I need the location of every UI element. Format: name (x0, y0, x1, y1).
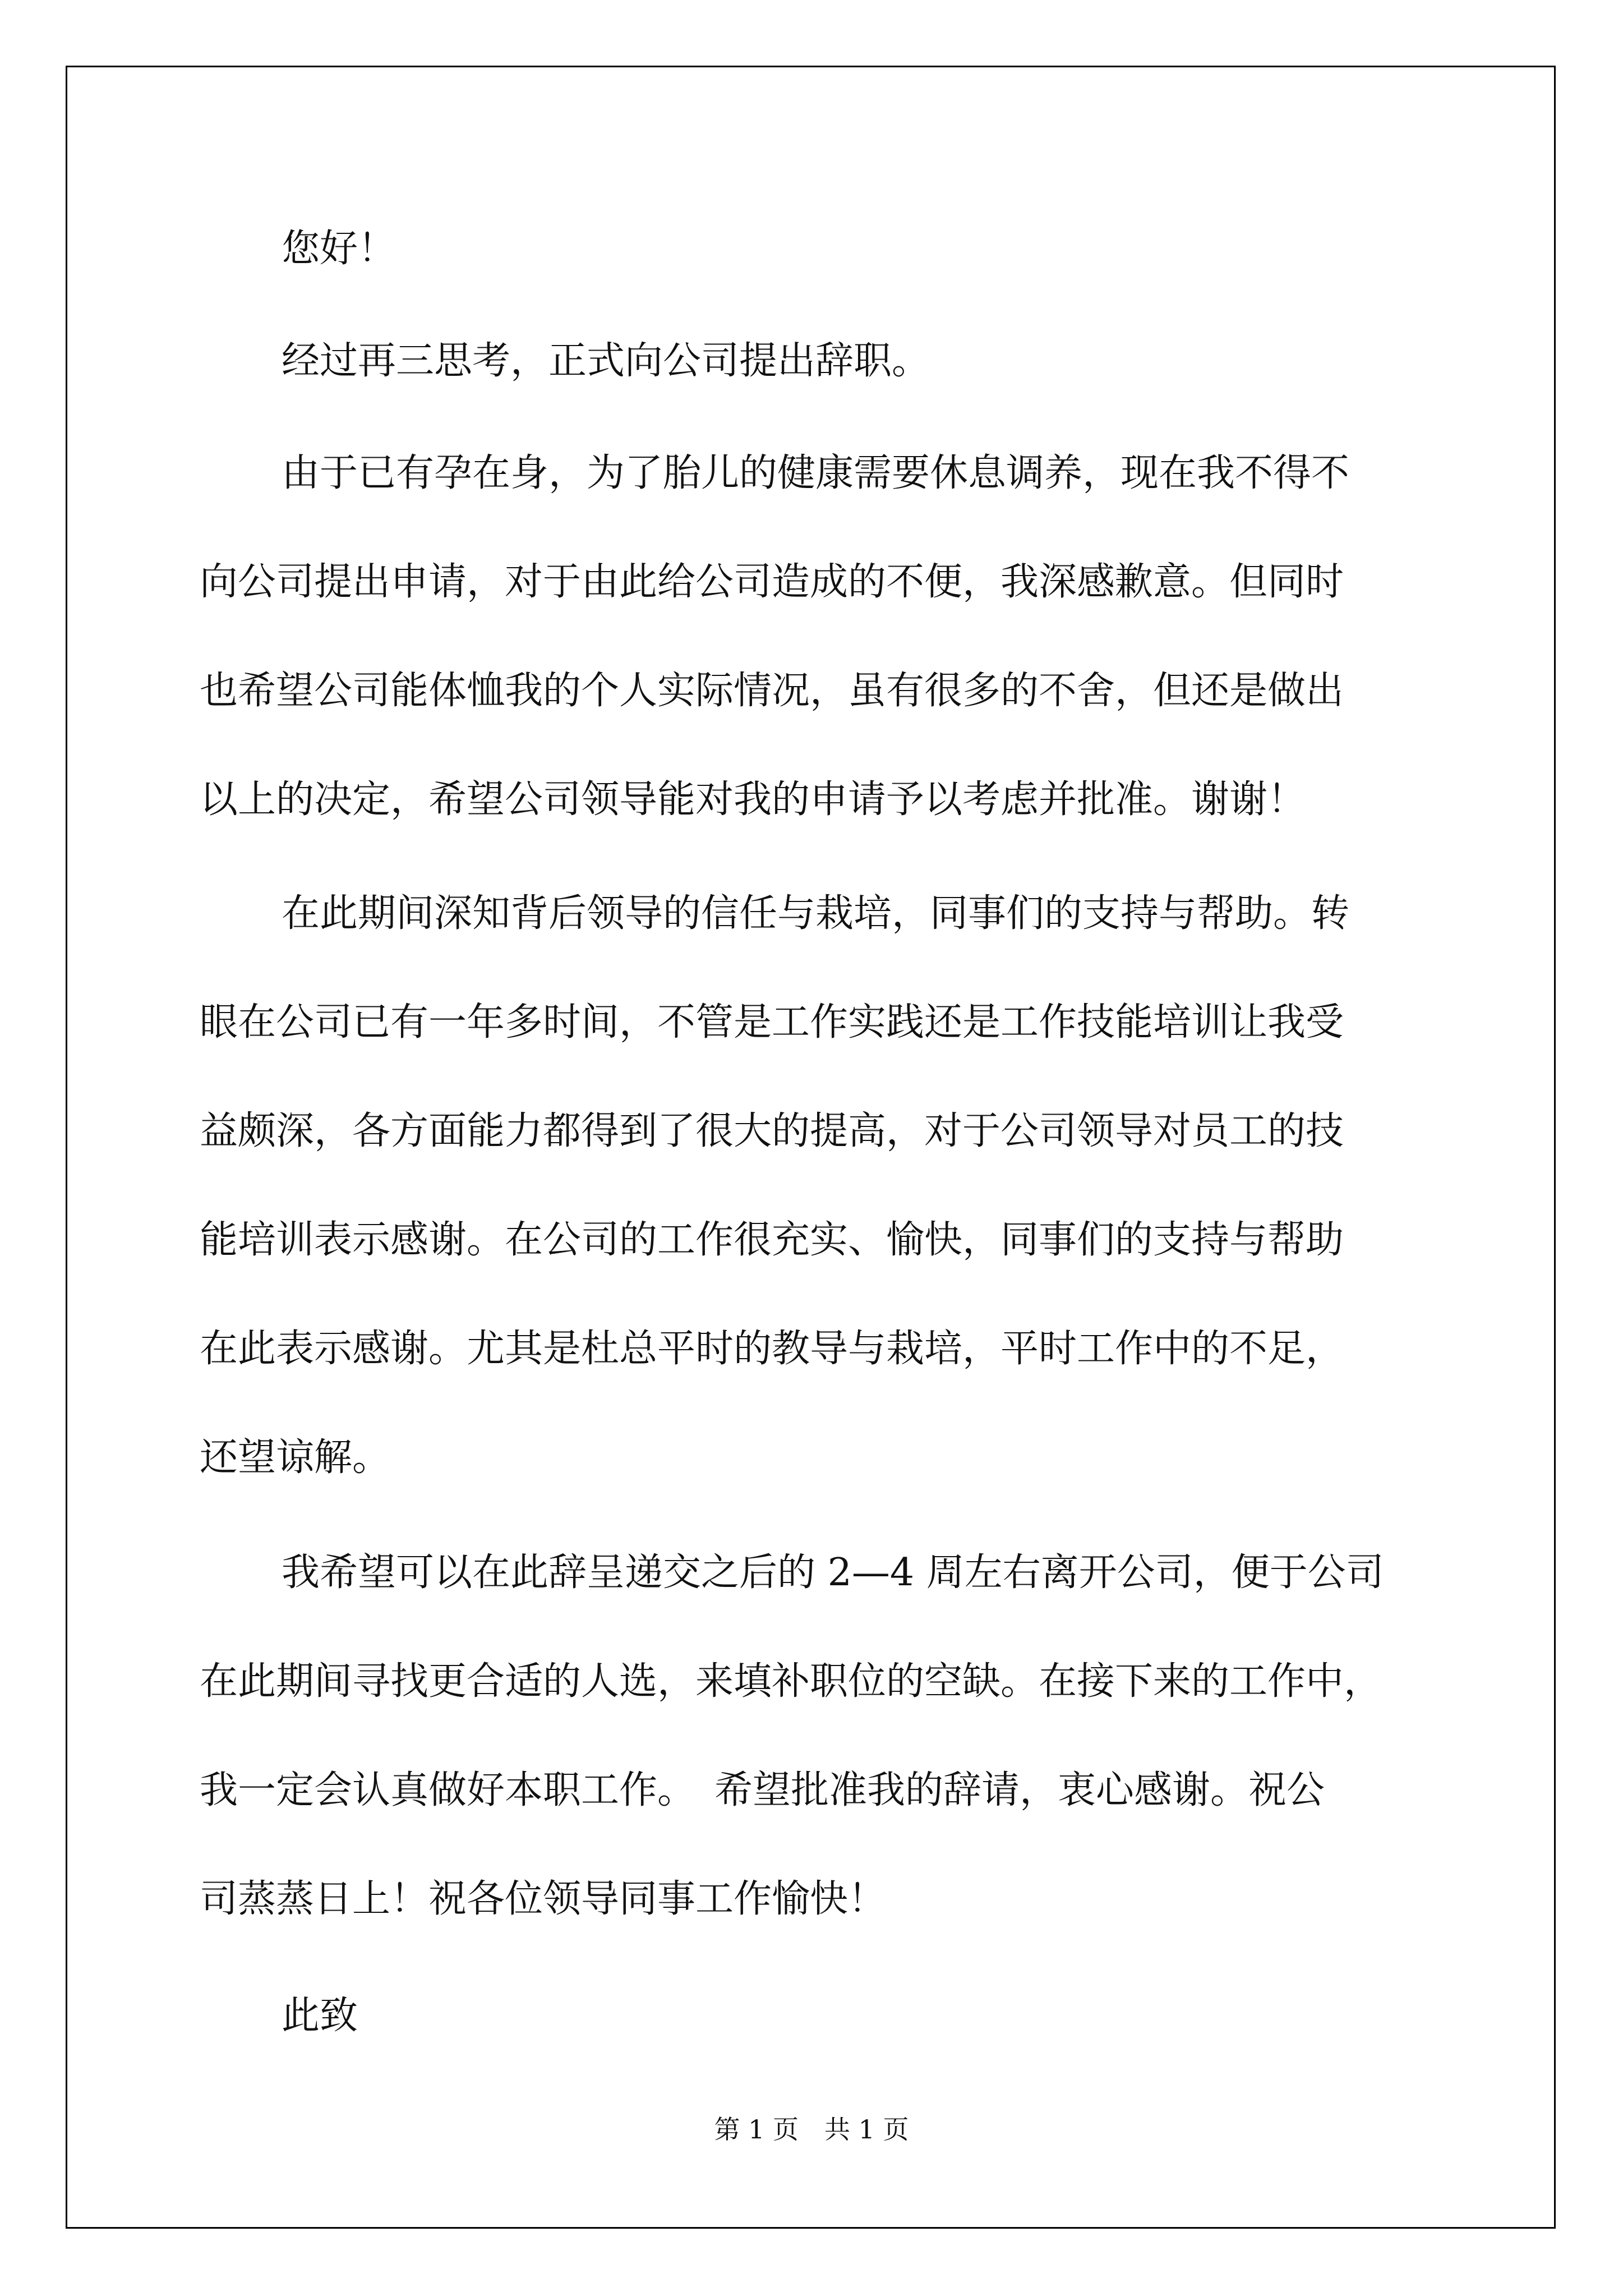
paragraph-line: 经过再三思考，正式向公司提出辞职。 (282, 339, 930, 383)
paragraph-line: 益颇深，各方面能力都得到了很大的提高，对于公司领导对员工的技 (200, 1109, 1344, 1153)
paragraph-line: 眼在公司已有一年多时间，不管是工作实践还是工作技能培训让我受 (200, 1000, 1344, 1045)
paragraph-line: 在此期间寻找更合适的人选，来填补职位的空缺。在接下来的工作中， (200, 1659, 1382, 1704)
paragraph-line: 能培训表示感谢。在公司的工作很充实、愉快，同事们的支持与帮助 (200, 1218, 1344, 1262)
paragraph-line: 也希望公司能体恤我的个人实际情况，虽有很多的不舍，但还是做出 (200, 669, 1344, 713)
paragraph-line: 司蒸蒸日上！祝各位领导同事工作愉快！ (200, 1877, 887, 1921)
paragraph-line: 由于已有孕在身，为了胎儿的健康需要休息调养，现在我不得不 (282, 451, 1350, 495)
paragraph-line: 我一定会认真做好本职工作。 希望批准我的辞请，衷心感谢。祝公 (200, 1768, 1325, 1812)
paragraph-line: 还望谅解。 (200, 1435, 391, 1480)
greeting: 您好！ (282, 227, 396, 271)
page-number-footer: 第 1 页 共 1 页 (714, 2114, 909, 2145)
paragraph-line: 以上的决定，希望公司领导能对我的申请予以考虑并批准。谢谢！ (200, 777, 1306, 822)
paragraph-line: 在此表示感谢。尤其是杜总平时的教导与栽培，平时工作中的不足， (200, 1327, 1344, 1371)
closing: 此致 (282, 1994, 358, 2038)
paragraph-line: 在此期间深知背后领导的信任与栽培，同事们的支持与帮助。转 (282, 891, 1350, 936)
paragraph-line: 我希望可以在此辞呈递交之后的 2—4 周左右离开公司，便于公司 (282, 1550, 1384, 1595)
paragraph-line: 向公司提出申请，对于由此给公司造成的不便，我深感歉意。但同时 (200, 560, 1344, 604)
